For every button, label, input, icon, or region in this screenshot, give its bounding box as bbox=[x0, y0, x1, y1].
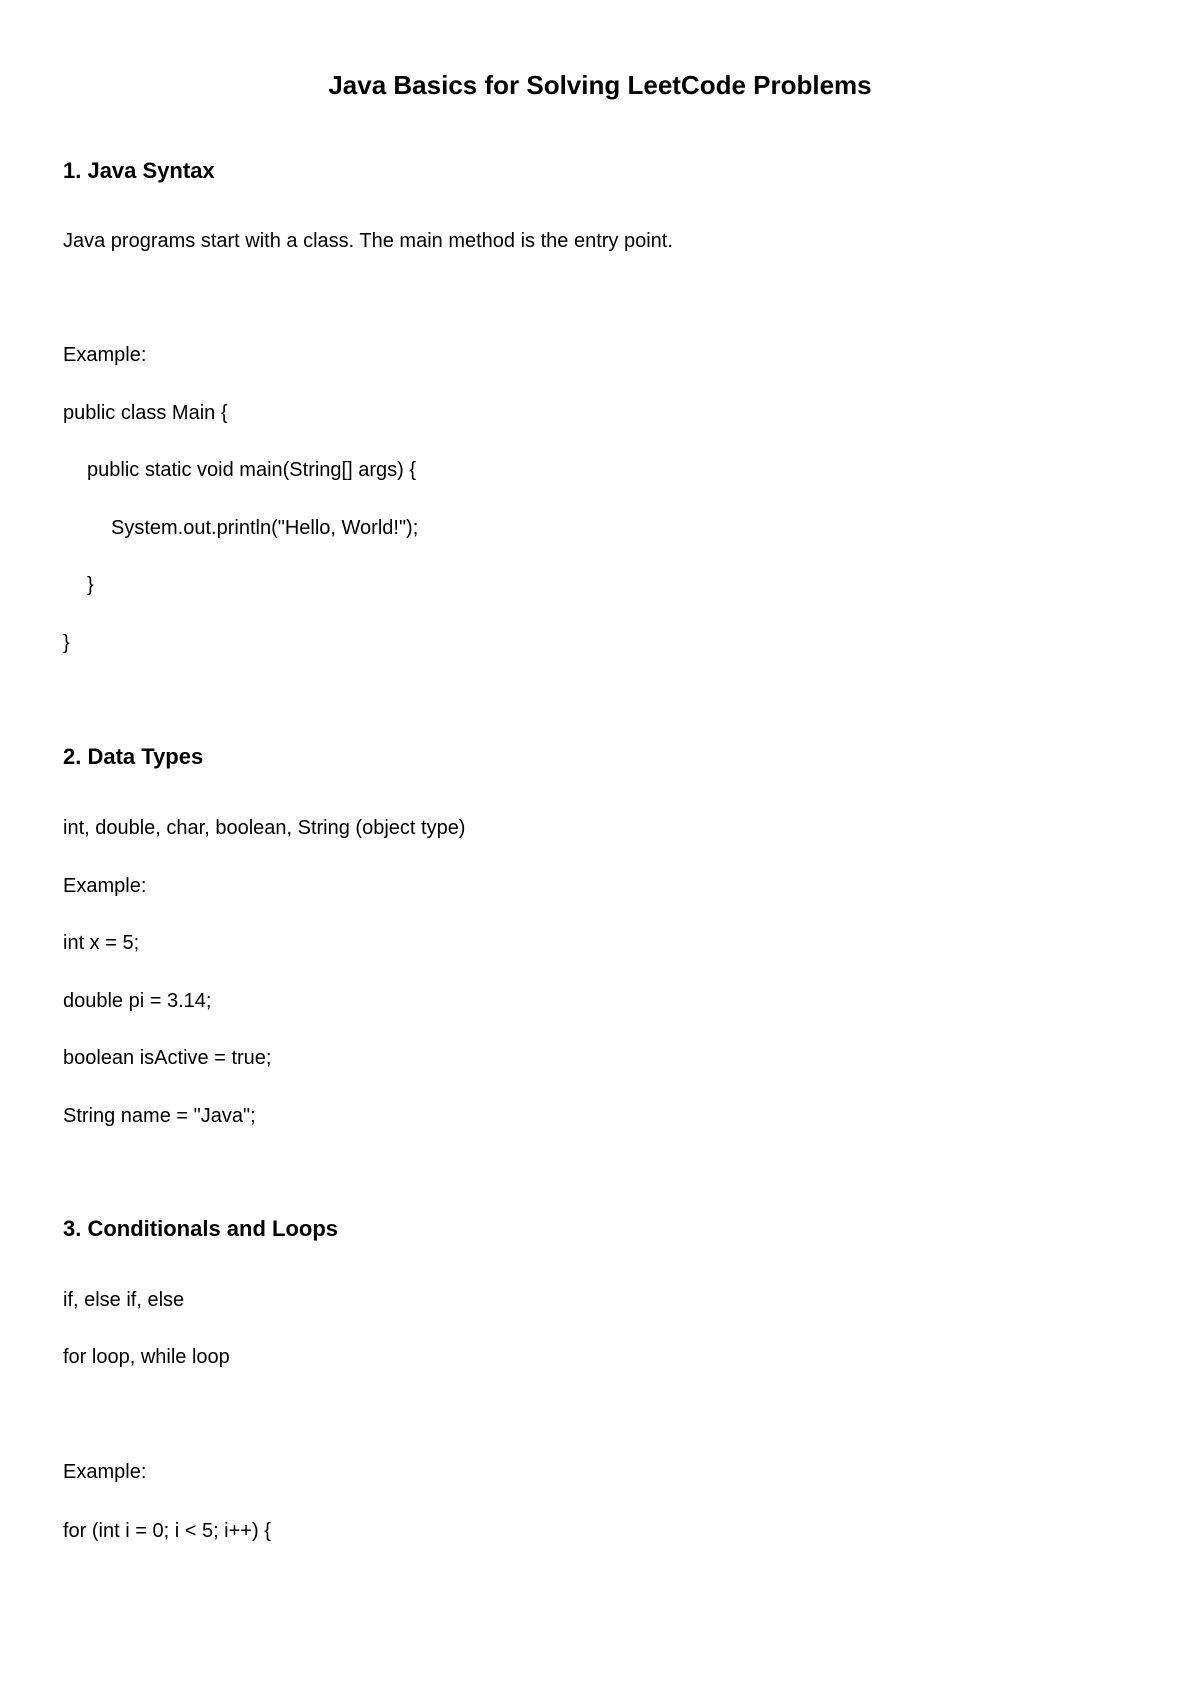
paragraph: for loop, while loop bbox=[63, 1346, 230, 1368]
code-line: System.out.println("Hello, World!"); bbox=[111, 517, 419, 539]
code-line: } bbox=[63, 632, 70, 654]
code-line: int x = 5; bbox=[63, 932, 140, 954]
example-label: Example: bbox=[63, 1461, 147, 1483]
paragraph: int, double, char, boolean, String (object type) bbox=[63, 817, 466, 839]
paragraph: if, else if, else bbox=[63, 1289, 185, 1311]
example-label: Example: bbox=[63, 344, 147, 366]
code-line: public class Main { bbox=[63, 402, 228, 424]
code-line: boolean isActive = true; bbox=[63, 1047, 272, 1069]
section-heading: 2. Data Types bbox=[63, 744, 204, 769]
code-line: public static void main(String[] args) { bbox=[87, 459, 417, 481]
paragraph: Java programs start with a class. The main method is the entry point. bbox=[63, 230, 673, 252]
code-line: for (int i = 0; i < 5; i++) { bbox=[63, 1520, 271, 1542]
example-label: Example: bbox=[63, 875, 147, 897]
code-line: String name = "Java"; bbox=[63, 1105, 256, 1127]
section-heading: 1. Java Syntax bbox=[63, 158, 215, 183]
code-line: } bbox=[87, 574, 94, 596]
document-title: Java Basics for Solving LeetCode Problems bbox=[328, 70, 872, 100]
section-heading: 3. Conditionals and Loops bbox=[63, 1216, 338, 1241]
code-line: double pi = 3.14; bbox=[63, 990, 212, 1012]
